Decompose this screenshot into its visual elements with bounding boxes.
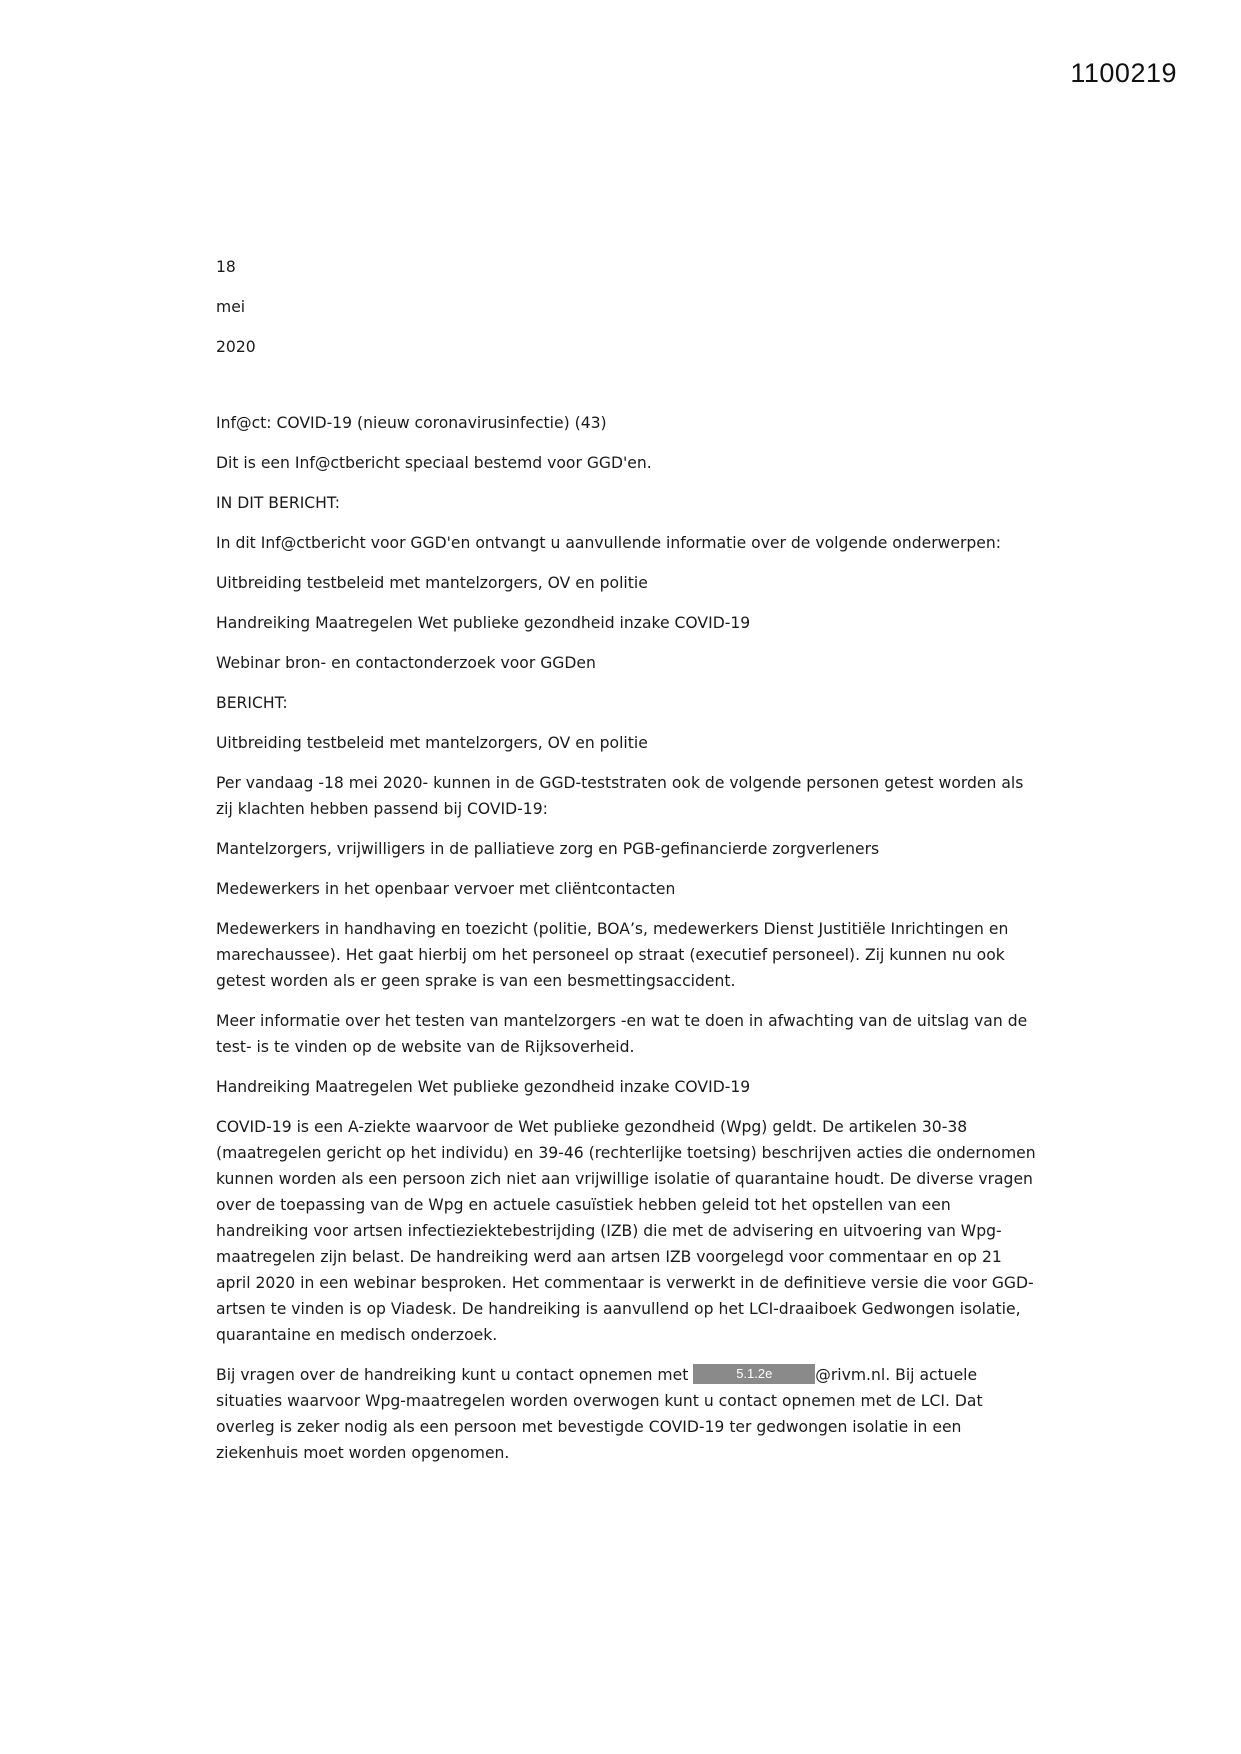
section1-intro: Per vandaag -18 mei 2020- kunnen in de GGD-teststraten ook de volgende personen getest worden als zij klachten hebben passend bij COVID-19: — [216, 774, 1024, 818]
message-intro: Dit is een Inf@ctbericht speciaal bestemd voor GGD'en. — [216, 454, 652, 472]
topic-item: Webinar bron- en contactonderzoek voor GGDen — [216, 654, 596, 672]
date-year: 2020 — [216, 338, 256, 356]
section2-contact — [216, 1362, 1036, 1466]
contact-text-after: @rivm.nl. Bij actuele situaties waarvoor Wpg-maatregelen worden overwogen kunt u contact opnemen met de LCI. Dat overleg is zeker nodig als een persoon met bevestigde COVID-19 ter gedwongen isolatie in een ziekenhuis moet worden opgenomen. — [216, 1366, 983, 1462]
section1-item: Medewerkers in het openbaar vervoer met cliëntcontacten — [216, 880, 676, 898]
topic-item: Uitbreiding testbeleid met mantelzorgers, OV en politie — [216, 574, 648, 592]
date-block — [216, 254, 1036, 360]
bericht-heading: BERICHT: — [216, 694, 288, 712]
section1-item: Medewerkers in handhaving en toezicht (politie, BOA’s, medewerkers Dienst Justitiële Inrichtingen en marechaussee). Het gaat hierbij om het personeel op straat (executief personeel). Zij kunnen nu ook getest worden als er geen sprake is van een besmettingsaccident. — [216, 920, 1009, 990]
date-day: 18 — [216, 258, 236, 276]
topic-item: Handreiking Maatregelen Wet publieke gezondheid inzake COVID-19 — [216, 614, 751, 632]
section2-body: COVID-19 is een A-ziekte waarvoor de Wet publieke gezondheid (Wpg) geldt. De artikelen 30-38 (maatregelen gericht op het individu) en 39-46 (rechterlijke toetsing) beschrijven acties die ondernomen kunnen worden als een persoon zich niet aan vrijwillige isolatie of quarantaine houdt. De diverse vragen over de toepassing van de Wpg en actuele casuïstiek hebben geleid tot het opstellen van een handreiking voor artsen infectieziektebestrijding (IZB) die met de advisering en uitvoering van Wpg-maatregelen zijn belast. De handreiking werd aan artsen IZB voorgelegd voor commentaar en op 21 april 2020 in een webinar besproken. Het commentaar is verwerkt in de definitieve versie die voor GGD-artsen te vinden is op Viadesk. De handreiking is aanvullend op het LCI-draaiboek Gedwongen isolatie, quarantaine en medisch onderzoek. — [216, 1118, 1036, 1344]
document-number: 1100219 — [1070, 58, 1177, 88]
overview-intro: In dit Inf@ctbericht voor GGD'en ontvangt u aanvullende informatie over de volgende onderwerpen: — [216, 534, 1001, 552]
document-body — [216, 254, 1036, 1480]
date-month: mei — [216, 298, 246, 316]
section1-heading: Uitbreiding testbeleid met mantelzorgers, OV en politie — [216, 734, 648, 752]
section1-item: Mantelzorgers, vrijwilligers in de palliatieve zorg en PGB-gefinancierde zorgverleners — [216, 840, 880, 858]
contact-text-before: Bij vragen over de handreiking kunt u contact opnemen met — [216, 1366, 694, 1384]
section1-more-info: Meer informatie over het testen van mantelzorgers -en wat te doen in afwachting van de uitslag van de test- is te vinden op de website van de Rijksoverheid. — [216, 1012, 1028, 1056]
in-dit-bericht-heading: IN DIT BERICHT: — [216, 494, 340, 512]
section2-heading: Handreiking Maatregelen Wet publieke gezondheid inzake COVID-19 — [216, 1078, 751, 1096]
redaction-box: 5.1.2e — [693, 1364, 815, 1384]
message-title: Inf@ct: COVID-19 (nieuw coronavirusinfectie) (43) — [216, 414, 607, 432]
